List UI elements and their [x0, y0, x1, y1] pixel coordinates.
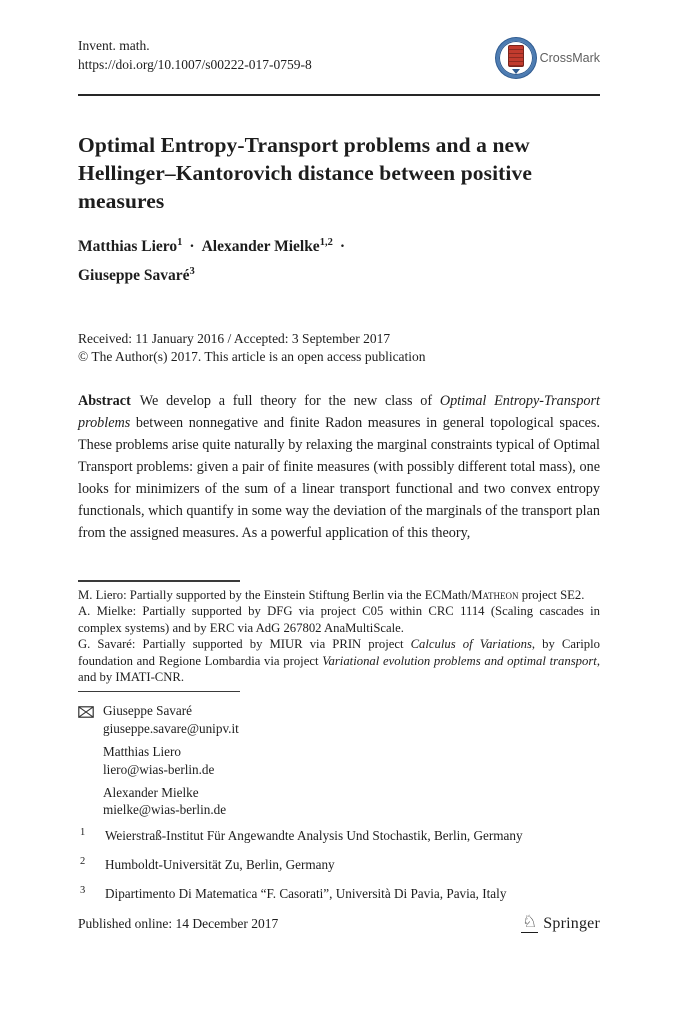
- footnote: [78, 603, 600, 636]
- footnote-text: A. Mielke: Partially supported by DFG via project C05 within CRC 1114 (Scaling cascades in complex systems) and by ERC via AdG 267802 AnaMultiScale.: [78, 604, 600, 635]
- received-accepted-line: Received: 11 January 2016 / Accepted: 3 September 2017: [78, 331, 391, 347]
- contact-entry: [78, 702, 600, 738]
- author-name: Giuseppe Savaré: [78, 267, 190, 285]
- contact-name: Matthias Liero: [103, 743, 182, 759]
- affiliation-row: [78, 826, 600, 845]
- title-line: measures: [78, 189, 165, 213]
- published-online: Published online: 14 December 2017: [78, 915, 279, 931]
- journal-header: [78, 36, 600, 78]
- title-line: Hellinger–Kantorovich distance between positive: [78, 161, 532, 185]
- footnote-text-smallcaps: atheon: [482, 587, 519, 602]
- copyright-line: © The Author(s) 2017. This article is an open access publication: [78, 349, 426, 365]
- contact-entry: [78, 784, 600, 820]
- abstract-text-italic: Optimal Entropy-Transport problems: [78, 393, 600, 432]
- footnote-text: , and by IMATI-CNR.: [78, 653, 600, 685]
- affiliation-number: 1: [80, 827, 86, 839]
- journal-name: Invent. math.: [78, 38, 150, 53]
- contact-name: Alexander Mielke: [103, 784, 199, 800]
- affiliation-row: [78, 855, 600, 874]
- footnote-text: G. Savaré: Partially supported by MIUR via PRIN project: [78, 637, 411, 652]
- author-name: Matthias Liero: [78, 238, 178, 256]
- affiliation-row: [78, 884, 600, 903]
- footnote-text-italic: Calculus of Variations: [410, 637, 532, 652]
- footnote: [78, 587, 600, 604]
- page-footer: [78, 914, 600, 933]
- footnote-text: M. Liero: Partially supported by the Einstein Stiftung Berlin via the ECMath/M: [78, 587, 483, 602]
- affiliation-text: Humboldt-Universität Zu, Berlin, Germany: [105, 857, 335, 873]
- contact-entry: [78, 743, 600, 779]
- contact-email[interactable]: mielke@wias-berlin.de: [103, 802, 227, 818]
- contact-name: Giuseppe Savaré: [103, 703, 192, 719]
- author-line: [78, 259, 600, 288]
- footnote-rule: [78, 580, 240, 582]
- abstract-text: We develop a full theory for the new class of: [139, 393, 440, 410]
- crossmark-arrow-icon: [512, 69, 520, 74]
- author-list: [78, 230, 600, 288]
- crossmark-icon: [496, 38, 536, 78]
- author-separator: ·: [189, 238, 195, 256]
- contact-email[interactable]: giuseppe.savare@unipv.it: [103, 721, 239, 737]
- funding-footnotes: [78, 587, 600, 686]
- author-affiliation-sup: 1,2: [319, 237, 333, 248]
- affiliation-number: 3: [80, 885, 86, 897]
- author-line: [78, 230, 600, 259]
- affiliation-number: 2: [80, 856, 86, 868]
- author-affiliation-sup: 3: [189, 266, 195, 278]
- footnote-text: project SE2.: [518, 587, 585, 602]
- springer-label: Springer: [543, 914, 600, 932]
- springer-knight-icon: ♘: [522, 912, 538, 933]
- author-name: Alexander Mielke: [201, 238, 320, 256]
- author-separator: ·: [339, 238, 345, 256]
- abstract: [78, 390, 600, 544]
- correspondence-block: [78, 702, 600, 819]
- envelope-icon: [78, 706, 94, 718]
- springer-logo: [521, 914, 600, 933]
- page-title: [78, 131, 600, 215]
- footnote-text: , by Cariplo foundation and Regione Lombardia via project: [78, 637, 600, 668]
- abstract-text: between nonnegative and finite Radon measures in general topological spaces. These problems arise quite naturally by relaxing the marginal constraints typical of Optimal Transport problems: given a pair of finite measures (with possibly different total mass), one looks for minimizers of the sum of a linear transport functional and two convex entropy functionals, which quantify in some way the deviation of the marginals of the transport plan from the assigned measures. As a powerful application of this theory,: [78, 415, 600, 542]
- footnote-text-italic: Variational evolution problems and optimal transport: [322, 653, 597, 668]
- contact-email[interactable]: liero@wias-berlin.de: [103, 761, 215, 777]
- affiliation-text: Dipartimento Di Matematica “F. Casorati”, Università Di Pavia, Pavia, Italy: [105, 886, 507, 902]
- abstract-label: Abstract: [78, 393, 131, 410]
- affiliation-text: Weierstraß-Institut Für Angewandte Analysis Und Stochastik, Berlin, Germany: [105, 828, 523, 844]
- footnote-rule: [78, 691, 240, 693]
- crossmark-badge[interactable]: [496, 38, 600, 78]
- doi-link[interactable]: https://doi.org/10.1007/s00222-017-0759-8: [78, 57, 312, 72]
- article-dates: [78, 330, 600, 366]
- author-affiliation-sup: 1: [177, 237, 183, 248]
- crossmark-label: CrossMark: [539, 51, 600, 65]
- affiliation-list: [78, 826, 600, 903]
- header-rule: [78, 94, 600, 96]
- footnote: [78, 636, 600, 686]
- title-line: Optimal Entropy-Transport problems and a new: [78, 133, 530, 157]
- crossmark-book-icon: [508, 45, 524, 67]
